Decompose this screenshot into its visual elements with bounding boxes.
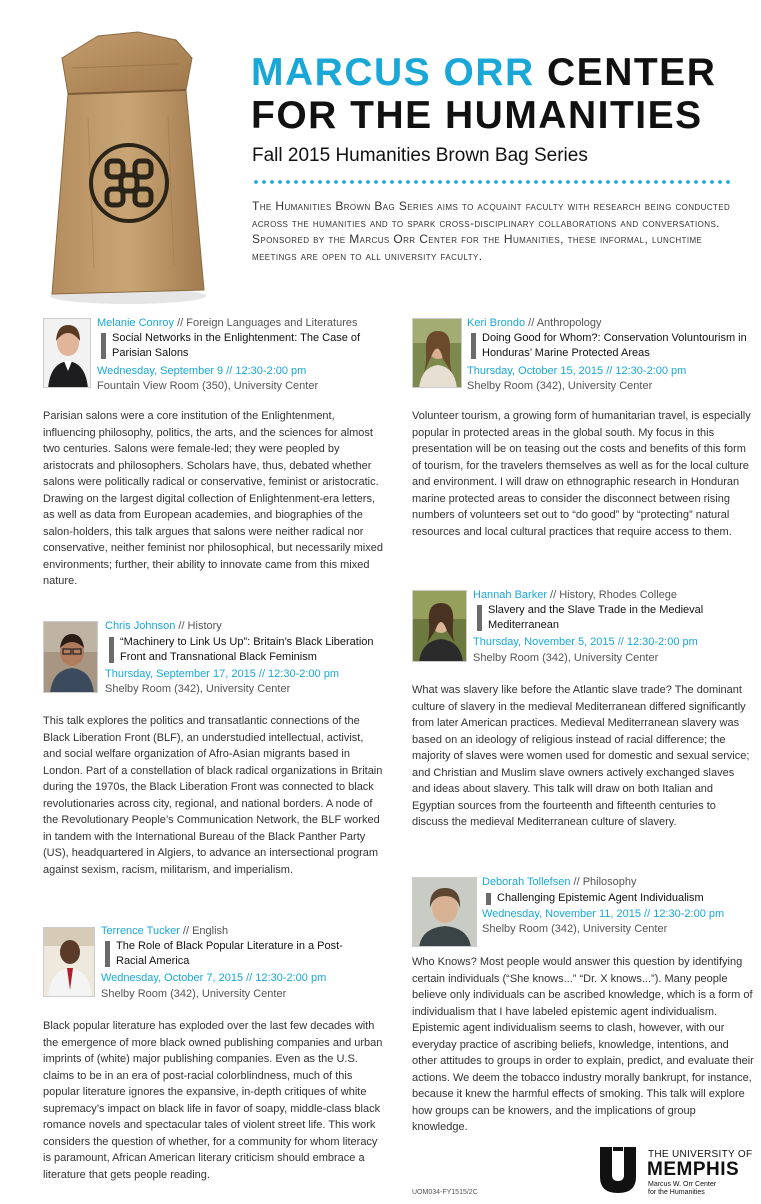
speaker-department: // History	[175, 620, 222, 632]
talk-date: Wednesday, September 9 // 12:30-2:00 pm	[97, 365, 307, 377]
talk-title: Challenging Epistemic Agent Individualism	[486, 891, 746, 906]
logo-line1: THE UNIVERSITY OF	[648, 1149, 753, 1160]
talk-date: Wednesday, November 11, 2015 // 12:30-2:00 pm	[482, 908, 725, 920]
speaker-name: Melanie Conroy	[97, 317, 175, 329]
university-logo	[598, 1143, 753, 1197]
speaker-photo	[412, 318, 462, 388]
speaker-photo	[412, 877, 477, 947]
logo-line3: Marcus W. Orr Center	[648, 1181, 717, 1188]
speaker-department: // Foreign Languages and Literatures	[174, 317, 358, 329]
logo-line2: MEMPHIS	[647, 1159, 740, 1180]
speaker-department: // Philosophy	[570, 876, 637, 888]
talk-abstract: What was slavery like before the Atlantic slave trade? The dominant culture of slavery in the medieval Mediterranean differed significantly from later American practices. Medieval Mediterranean slavery was based on an ideology of religious instead of racial difference; the majority of slaves were women used for domestic and sexual service; and Christian and Muslim slave owners actively exchanged slaves and ideas about slavery. This talk will draw on both Italian and Egyptian sources from the fourteenth and fifteenth centuries to discuss the medieval Mediterranean culture of slavery.	[412, 684, 750, 828]
speaker-line	[97, 316, 358, 331]
speaker-name: Deborah Tollefsen	[482, 876, 571, 888]
logo-line4: for the Humanities	[648, 1189, 705, 1196]
talk-room: Shelby Room (342), University Center	[473, 652, 659, 664]
speaker-line	[473, 588, 677, 603]
talk-abstract: Parisian salons were a core institution of the Enlightenment, influencing philosophy, politics, the arts, and the sciences for almost two centuries. Salons were female-led; they were peopled by aristocrats and philosophers. Scholars have, thus, debated whether salons were politically radical or conservative, feminist or aristocratic. Drawing on the largest digital collection of Enlightenment-era letters, as well as data from European academies, and biographies of the salon-holders, this talk argues that salons were neither radical nor conservative, neither feminist nor philosophical, but necessarily mixed environments; further, their ability to innovate came from this mixed nature.	[43, 410, 383, 587]
title-dark: CENTER	[547, 51, 717, 94]
talk-date: Wednesday, October 7, 2015 // 12:30-2:00 pm	[101, 972, 327, 984]
speaker-department: // History, Rhodes College	[547, 589, 678, 601]
speaker-line	[482, 875, 637, 890]
talk-abstract: Volunteer tourism, a growing form of humanitarian travel, is especially popular in protected areas in the global south. My focus in this presentation will be on teasing out the costs and benefits of this form of tourism, for the travelers themselves as well as for the local culture and environment. I will draw on ethnographic research in Honduran marine protected areas to consider the disconnect between rising numbers of volunteers set out to “do good” by “protecting” natural resources and local cultural practices that require access to them.	[412, 410, 751, 538]
talk-date: Thursday, September 17, 2015 // 12:30-2:00 pm	[105, 668, 339, 680]
print-code: UOM034-FY1515/2C	[412, 1189, 478, 1196]
intro-paragraph: The Humanities Brown Bag Series aims to acquaint faculty with research being conducted across the humanities and to spark cross-disciplinary collaborations and conversations. Sponsored by the Marcus Orr Center for the Humanities, these informal, lunchtime meetings are open to all university faculty.	[252, 199, 731, 263]
talk-abstract: This talk explores the politics and transatlantic connections of the Black Liberation Front (BLF), an understudied intellectual, activist, and social welfare organization of Afro-Asian migrants based in London. Part of a constellation of black radical organizations in Britain during the 1970s, the Black Liberation Front was connected to black revolutionaries across city, regional, and national borders. A node of the Revolutionary People’s Communication Network, the BLF worked in tandem with the International Bureau of the Black Panther Party (US), headquartered in Algiers, to advance an intersectional program against sexism, racism, militarism, and imperialism.	[43, 715, 383, 876]
speaker-line	[101, 924, 228, 939]
talk-title: “Machinery to Link Us Up”: Britain’s Black Liberation Front and Transnational Black Feminism	[109, 635, 384, 665]
speaker-name: Keri Brondo	[467, 317, 526, 329]
page-title-line1	[251, 52, 716, 94]
page-title-line2: FOR THE HUMANITIES	[251, 94, 703, 137]
brown-bag-illustration	[28, 28, 228, 310]
speaker-name: Chris Johnson	[105, 620, 176, 632]
talk-room: Fountain View Room (350), University Center	[97, 380, 319, 392]
talk-room: Shelby Room (342), University Center	[467, 380, 653, 392]
speaker-name: Terrence Tucker	[101, 925, 180, 937]
speaker-department: // Anthropology	[525, 317, 602, 329]
talk-title: The Role of Black Popular Literature in a Post-Racial America	[105, 939, 345, 969]
speaker-photo	[43, 621, 98, 693]
talk-title: Slavery and the Slave Trade in the Medieval Mediterranean	[477, 603, 742, 633]
speaker-photo	[43, 927, 95, 997]
talk-room: Shelby Room (342), University Center	[101, 988, 287, 1000]
speaker-photo	[412, 590, 467, 662]
speaker-line	[467, 316, 602, 331]
talk-date: Thursday, November 5, 2015 // 12:30-2:00 pm	[473, 636, 698, 648]
page-subtitle: Fall 2015 Humanities Brown Bag Series	[252, 145, 588, 166]
talk-abstract: Who Knows? Most people would answer this question by identifying certain individuals (“She knows...” “Dr. X knows...”). Many people believe only individuals can be ascribed knowledge, which is a form of individualism that I have labeled epistemic agent individualism. Epistemic agent individualism seems to clash, however, with our everyday practice of ascribing beliefs, knowledge, intentions, and other attitudes to groups in order to explain, predict, and evaluate their actions. We deem the tobacco industry morally bankrupt, for instance, because it knew the harmful effects of smoking. This talk will explore how groups can be knowers, and the implications of group knowledge.	[412, 956, 754, 1133]
talk-title: Doing Good for Whom?: Conservation Voluntourism in Honduras’ Marine Protected Areas	[471, 331, 756, 361]
title-colored: MARCUS ORR	[251, 51, 535, 94]
um-monogram-icon	[598, 1145, 638, 1195]
speaker-department: // English	[179, 925, 229, 937]
talk-date: Thursday, October 15, 2015 // 12:30-2:00 pm	[467, 365, 687, 377]
speaker-name: Hannah Barker	[473, 589, 547, 601]
speaker-line	[105, 619, 222, 634]
talk-title: Social Networks in the Enlightenment: The Case of Parisian Salons	[101, 331, 371, 361]
speaker-photo	[43, 318, 91, 388]
talk-abstract: Black popular literature has exploded over the last few decades with the emergence of more black owned publishing companies and urban imprints of (white) major publishing companies. Even as the U.S. claims to be in an era of post-racial colorblindness, much of this popular literature ignores the expansive, in-depth critiques of white supremacy’s impact on black life in favor of soapy, middle-class black romance novels and spectacular tales of violent street life. This work considers the question of whether, for a community for whom literacy is paramount, African American literary criticism should embrace a literature that gets people reading.	[43, 1020, 383, 1181]
dotted-divider	[252, 180, 734, 184]
talk-room: Shelby Room (342), University Center	[482, 923, 668, 935]
talk-room: Shelby Room (342), University Center	[105, 683, 291, 695]
